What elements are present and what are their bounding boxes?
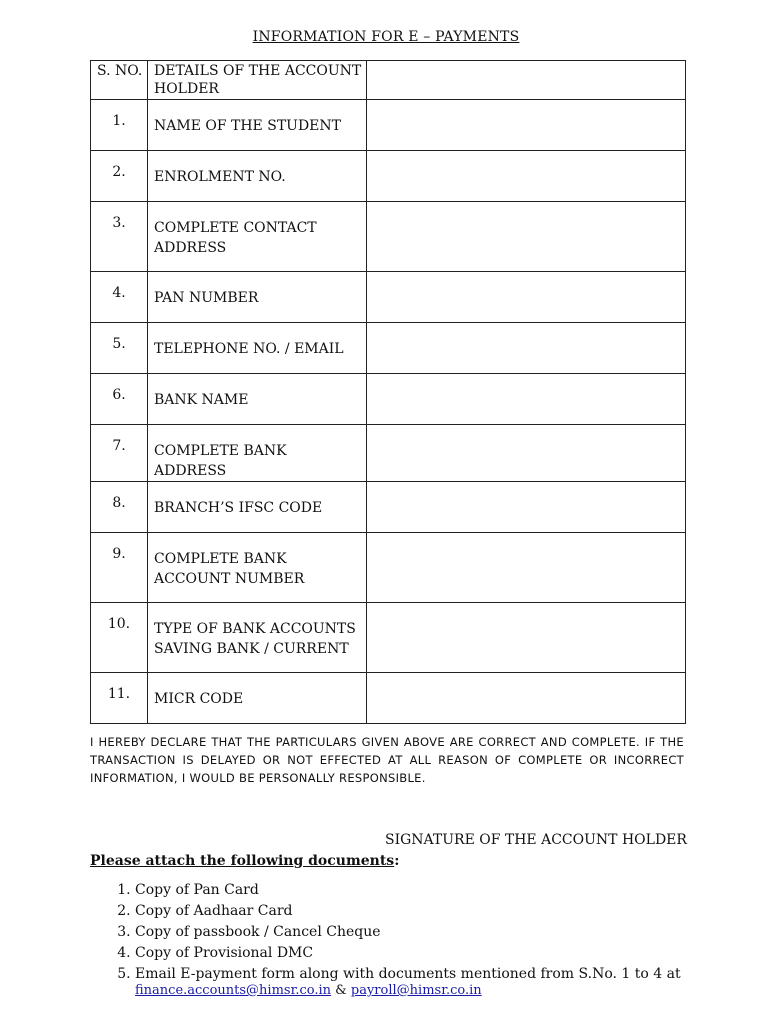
- row-value-field[interactable]: [367, 272, 686, 323]
- row-number: 7.: [91, 425, 148, 482]
- table-row: [91, 202, 686, 272]
- list-item: 1. Copy of Pan Card: [135, 880, 755, 901]
- row-value-field[interactable]: [367, 425, 686, 482]
- row-label: ENROLMENT NO.: [148, 151, 367, 202]
- email-separator: &: [331, 983, 351, 998]
- row-number: 11.: [91, 673, 148, 724]
- payroll-email-link[interactable]: payroll@himsr.co.in: [350, 983, 482, 998]
- row-number: 3.: [91, 202, 148, 272]
- list-item: 5. Email E-payment form along with documents mentioned from S.No. 1 to 4 at: [135, 964, 755, 985]
- value-header: [367, 61, 686, 100]
- row-value-field[interactable]: [367, 202, 686, 272]
- table-row: [91, 603, 686, 673]
- row-number: 1.: [91, 100, 148, 151]
- signature-label: SIGNATURE OF THE ACCOUNT HOLDER: [385, 832, 687, 848]
- table-row: [91, 374, 686, 425]
- list-item: 3. Copy of passbook / Cancel Cheque: [135, 922, 755, 943]
- list-item: 4. Copy of Provisional DMC: [135, 943, 755, 964]
- row-value-field[interactable]: [367, 533, 686, 603]
- row-label: BRANCH’S IFSC CODE: [148, 482, 367, 533]
- row-number: 4.: [91, 272, 148, 323]
- email-links: [135, 983, 482, 998]
- table-row: [91, 151, 686, 202]
- row-label: COMPLETE BANK ADDRESS: [148, 425, 367, 482]
- row-value-field[interactable]: [367, 323, 686, 374]
- row-label: COMPLETE CONTACT ADDRESS: [148, 202, 367, 272]
- table-row: [91, 323, 686, 374]
- row-value-field[interactable]: [367, 100, 686, 151]
- row-label: PAN NUMBER: [148, 272, 367, 323]
- table-row: [91, 425, 686, 482]
- row-label: TYPE OF BANK ACCOUNTS SAVING BANK / CURRENT: [148, 603, 367, 673]
- row-label: TELEPHONE NO. / EMAIL: [148, 323, 367, 374]
- row-number: 8.: [91, 482, 148, 533]
- declaration-text: I HEREBY DECLARE THAT THE PARTICULARS GIVEN ABOVE ARE CORRECT AND COMPLETE. IF THE TRANSACTION IS DELAYED OR NOT EFFECTED AT ALL REASON OF COMPLETE OR INCORRECT INFORMATION, I WOULD BE PERSONALLY RESPONSIBLE.: [90, 735, 684, 785]
- row-label: MICR CODE: [148, 673, 367, 724]
- e-payment-form-table: [90, 60, 686, 724]
- row-number: 10.: [91, 603, 148, 673]
- row-number: 5.: [91, 323, 148, 374]
- finance-email-link[interactable]: finance.accounts@himsr.co.in: [135, 983, 332, 998]
- row-label: BANK NAME: [148, 374, 367, 425]
- table-row: [91, 673, 686, 724]
- attach-heading: [90, 853, 399, 869]
- table-row: [91, 100, 686, 151]
- attach-heading-colon: :: [394, 853, 400, 869]
- row-number: 9.: [91, 533, 148, 603]
- table-row: [91, 533, 686, 603]
- row-label: COMPLETE BANK ACCOUNT NUMBER: [148, 533, 367, 603]
- row-number: 6.: [91, 374, 148, 425]
- sno-header: S. NO.: [91, 61, 148, 100]
- page-title: INFORMATION FOR E – PAYMENTS: [252, 29, 520, 45]
- table-row: [91, 272, 686, 323]
- documents-list: [90, 880, 755, 985]
- row-label: NAME OF THE STUDENT: [148, 100, 367, 151]
- row-value-field[interactable]: [367, 673, 686, 724]
- attach-heading-text: Please attach the following documents: [90, 853, 395, 869]
- row-number: 2.: [91, 151, 148, 202]
- row-value-field[interactable]: [367, 482, 686, 533]
- row-value-field[interactable]: [367, 603, 686, 673]
- row-value-field[interactable]: [367, 374, 686, 425]
- table-header-row: [91, 61, 686, 100]
- list-item: 2. Copy of Aadhaar Card: [135, 901, 755, 922]
- table-row: [91, 482, 686, 533]
- row-value-field[interactable]: [367, 151, 686, 202]
- details-header: DETAILS OF THE ACCOUNT HOLDER: [148, 61, 367, 100]
